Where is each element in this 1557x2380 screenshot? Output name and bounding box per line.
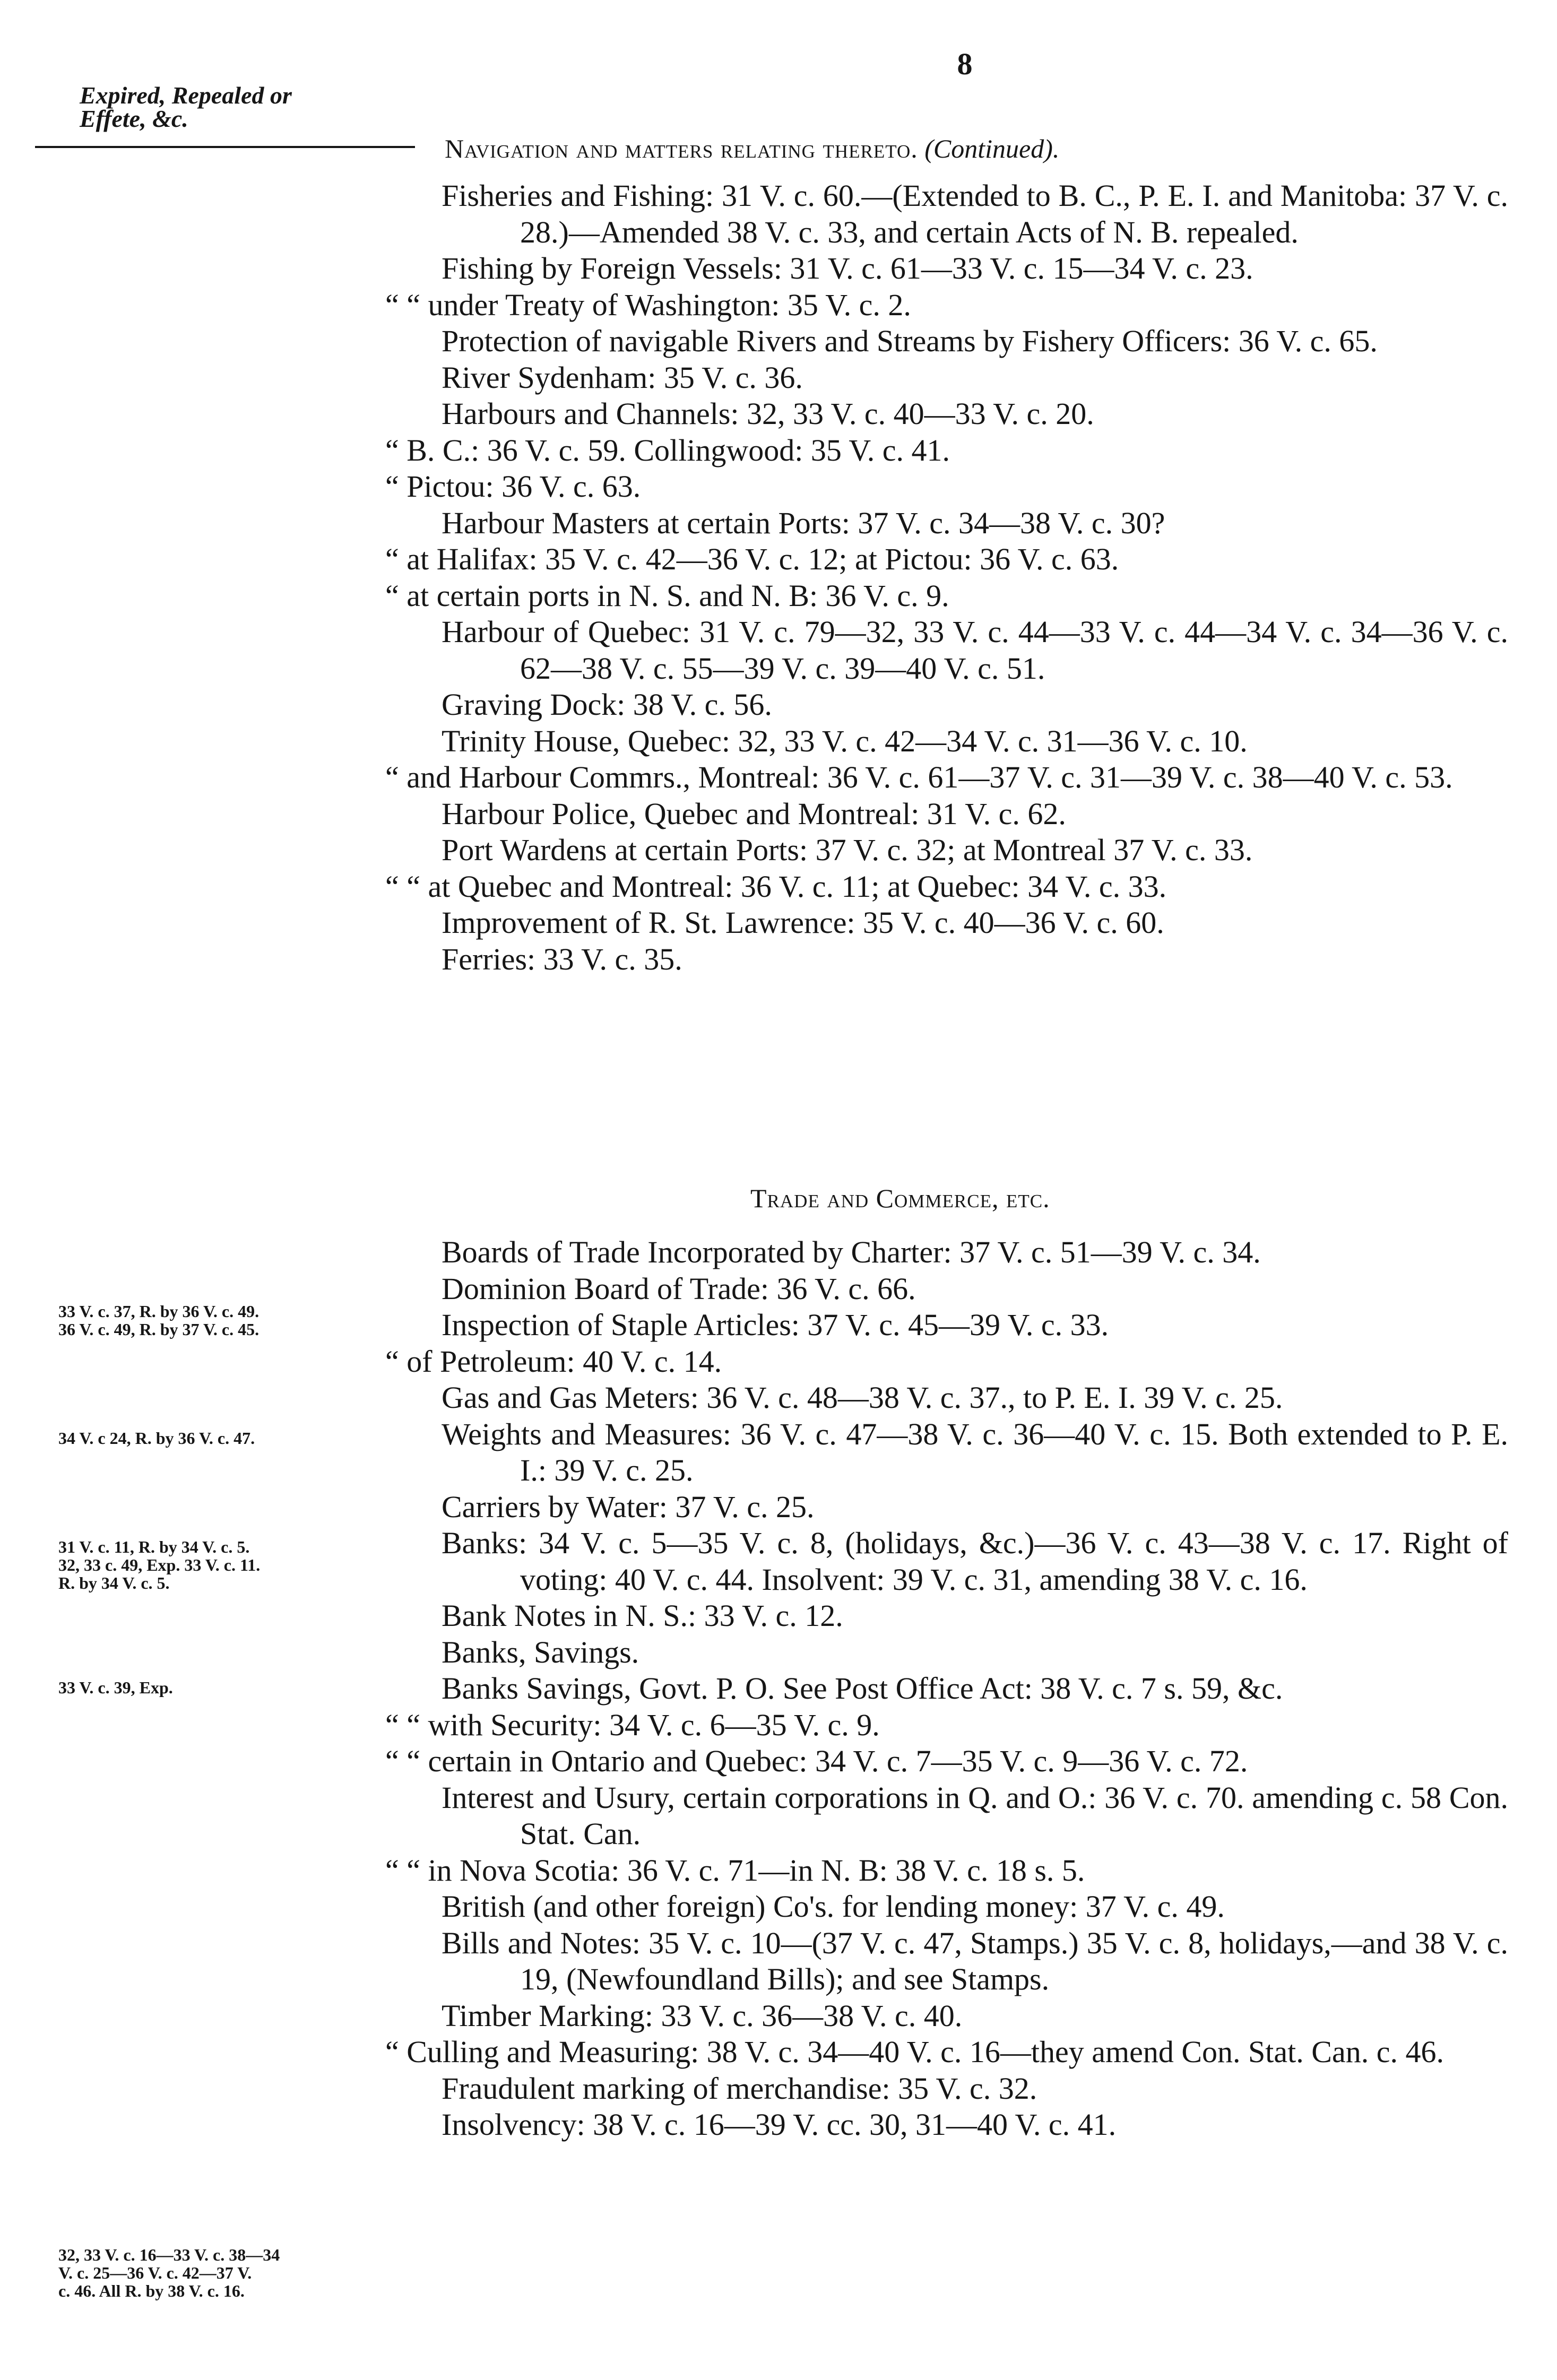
margin-note-line: 33 V. c. 37, R. by 36 V. c. 49. xyxy=(58,1302,260,1321)
section-title: Navigation and matters relating thereto. xyxy=(445,134,918,163)
index-entry: Banks, Savings. xyxy=(442,1634,639,1669)
index-entry: “ B. C.: 36 V. c. 59. Collingwood: 35 V. c. 41. xyxy=(385,432,950,468)
index-entry: Gas and Gas Meters: 36 V. c. 48—38 V. c. 37., to P. E. I. 39 V. c. 25. xyxy=(442,1380,1283,1415)
margin-note-line: 34 V. c 24, R. by 36 V. c. 47. xyxy=(58,1429,255,1448)
index-entry: Protection of navigable Rivers and Streams by Fishery Officers: 36 V. c. 65. xyxy=(442,324,1378,358)
section-heading-navigation xyxy=(445,133,1059,165)
index-entry: British (and other foreign) Co's. for lending money: 37 V. c. 49. xyxy=(442,1889,1225,1924)
index-entry: Harbours and Channels: 32, 33 V. c. 40—33 V. c. 20. xyxy=(442,396,1094,431)
index-entry: Carriers by Water: 37 V. c. 25. xyxy=(442,1489,815,1524)
margin-heading-line: Effete, &c. xyxy=(80,105,188,132)
index-entry: Inspection of Staple Articles: 37 V. c. 45—39 V. c. 33. xyxy=(442,1308,1109,1342)
margin-note-line: c. 46. All R. by 38 V. c. 16. xyxy=(58,2281,245,2300)
index-entry: Fraudulent marking of merchandise: 35 V. c. 32. xyxy=(442,2071,1037,2106)
margin-note xyxy=(58,1302,430,1338)
index-entry: Ferries: 33 V. c. 35. xyxy=(442,941,682,976)
margin-note xyxy=(58,1429,430,1447)
index-entry: “ of Petroleum: 40 V. c. 14. xyxy=(385,1344,722,1379)
index-entry: Boards of Trade Incorporated by Charter: 37 V. c. 51—39 V. c. 34. xyxy=(442,1235,1261,1269)
margin-note-line: 33 V. c. 39, Exp. xyxy=(58,1678,173,1697)
margin-note-line: 32, 33 V. c. 16—33 V. c. 38—34 xyxy=(58,2245,280,2264)
section-subtitle: (Continued). xyxy=(924,134,1060,163)
margin-note-line: 31 V. c. 11, R. by 34 V. c. 5. xyxy=(58,1537,250,1556)
margin-heading xyxy=(80,84,419,131)
index-entry: Port Wardens at certain Ports: 37 V. c. 32; at Montreal 37 V. c. 33. xyxy=(442,833,1253,867)
trade-entries xyxy=(385,1234,1508,2143)
index-entry: “ at certain ports in N. S. and N. B: 36 V. c. 9. xyxy=(385,578,949,613)
index-entry: Harbour Masters at certain Ports: 37 V. c. 34—38 V. c. 30? xyxy=(442,505,1165,540)
margin-divider xyxy=(35,146,415,148)
index-entry: River Sydenham: 35 V. c. 36. xyxy=(442,360,803,395)
section-title: Trade and Commerce, etc. xyxy=(750,1183,1050,1213)
page-number: 8 xyxy=(957,47,973,81)
index-entry: Banks Savings, Govt. P. O. See Post Office Act: 38 V. c. 7 s. 59, &c. xyxy=(442,1671,1283,1706)
index-entry: “ and Harbour Commrs., Montreal: 36 V. c. 61—37 V. c. 31—39 V. c. 38—40 V. c. 53. xyxy=(385,760,1453,794)
margin-note xyxy=(58,1538,430,1592)
margin-note xyxy=(58,2246,430,2300)
margin-note-line: R. by 34 V. c. 5. xyxy=(58,1573,170,1593)
index-entry: Dominion Board of Trade: 36 V. c. 66. xyxy=(442,1271,916,1306)
index-entry: “ “ certain in Ontario and Quebec: 34 V. c. 7—35 V. c. 9—36 V. c. 72. xyxy=(385,1744,1248,1778)
index-entry: Interest and Usury, certain corporations in Q. and O.: 36 V. c. 70. amending c. 58 Con. Stat. Can. xyxy=(442,1780,1508,1851)
index-entry: Trinity House, Quebec: 32, 33 V. c. 42—34 V. c. 31—36 V. c. 10. xyxy=(442,723,1248,758)
navigation-entries xyxy=(385,178,1508,977)
index-entry: “ “ with Security: 34 V. c. 6—35 V. c. 9. xyxy=(385,1707,880,1742)
index-entry: “ at Halifax: 35 V. c. 42—36 V. c. 12; at Pictou: 36 V. c. 63. xyxy=(385,542,1119,576)
margin-note xyxy=(58,1678,430,1697)
index-entry: Graving Dock: 38 V. c. 56. xyxy=(442,687,772,722)
index-entry: Weights and Measures: 36 V. c. 47—38 V. c. 36—40 V. c. 15. Both extended to P. E. I.: 39 V. c. 25. xyxy=(442,1416,1508,1487)
index-entry: Timber Marking: 33 V. c. 36—38 V. c. 40. xyxy=(442,1998,963,2033)
index-entry: “ “ in Nova Scotia: 36 V. c. 71—in N. B: 38 V. c. 18 s. 5. xyxy=(385,1853,1085,1888)
index-entry: Bills and Notes: 35 V. c. 10—(37 V. c. 47, Stamps.) 35 V. c. 8, holidays,—and 38 V. c. 19, (Newfoundland Bills); and see Stamps. xyxy=(442,1925,1508,1996)
index-entry: “ Pictou: 36 V. c. 63. xyxy=(385,469,641,504)
index-entry: “ “ under Treaty of Washington: 35 V. c. 2. xyxy=(385,287,911,322)
margin-heading-line: Expired, Repealed or xyxy=(80,82,292,109)
index-entry: Fisheries and Fishing: 31 V. c. 60.—(Extended to B. C., P. E. I. and Manitoba: 37 V. c. 28.)—Amended 38 V. c. 33, and certain Acts of N. B. repealed. xyxy=(442,178,1508,249)
index-entry: “ “ at Quebec and Montreal: 36 V. c. 11; at Quebec: 34 V. c. 33. xyxy=(385,869,1167,904)
index-entry: Harbour Police, Quebec and Montreal: 31 V. c. 62. xyxy=(442,796,1066,831)
section-heading-trade xyxy=(750,1182,1050,1214)
index-entry: Improvement of R. St. Lawrence: 35 V. c. 40—36 V. c. 60. xyxy=(442,905,1164,940)
margin-note-line: 36 V. c. 49, R. by 37 V. c. 45. xyxy=(58,1320,260,1339)
index-entry: “ Culling and Measuring: 38 V. c. 34—40 V. c. 16—they amend Con. Stat. Can. c. 46. xyxy=(385,2035,1444,2069)
index-entry: Insolvency: 38 V. c. 16—39 V. cc. 30, 31—40 V. c. 41. xyxy=(442,2107,1117,2142)
margin-note-line: 32, 33 c. 49, Exp. 33 V. c. 11. xyxy=(58,1555,261,1574)
index-entry: Harbour of Quebec: 31 V. c. 79—32, 33 V. c. 44—33 V. c. 44—34 V. c. 34—36 V. c. 62—38 V. c. 55—39 V. c. 39—40 V. c. 51. xyxy=(442,615,1508,686)
index-entry: Fishing by Foreign Vessels: 31 V. c. 61—33 V. c. 15—34 V. c. 23. xyxy=(442,251,1253,285)
index-entry: Banks: 34 V. c. 5—35 V. c. 8, (holidays, &c.)—36 V. c. 43—38 V. c. 17. Right of voting: 40 V. c. 44. Insolvent: 39 V. c. 31, amending 38 V. c. 16. xyxy=(442,1526,1508,1597)
margin-note-line: V. c. 25—36 V. c. 42—37 V. xyxy=(58,2263,252,2282)
index-entry: Bank Notes in N. S.: 33 V. c. 12. xyxy=(442,1598,843,1633)
